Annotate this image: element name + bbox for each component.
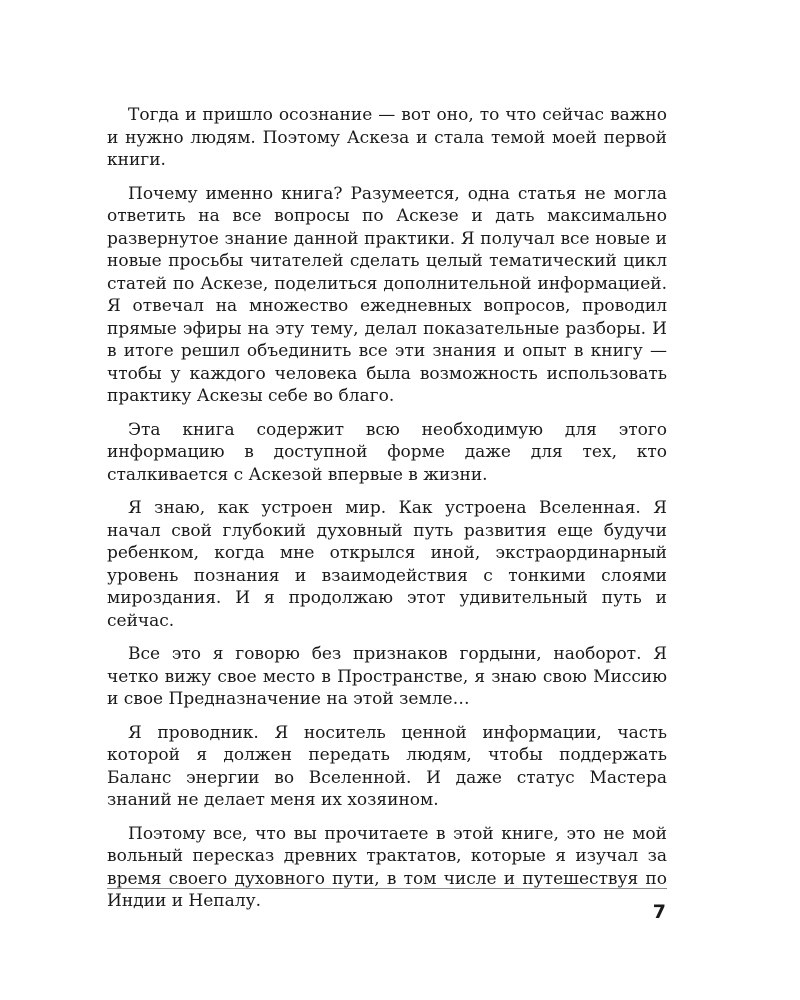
paragraph-7: Поэтому все, что вы прочитаете в этой книге, это не мой вольный пересказ древних трактатов, которые я изучал за время своего духовного пути, в том числе и путешествуя по Индии и Непалу. <box>107 823 667 911</box>
paragraph-1: Тогда и пришло осознание — вот оно, то что сейчас важно и нужно людям. Поэтому Аскеза и стала темой моей первой книги. <box>107 105 667 170</box>
body-text <box>107 104 667 924</box>
paragraph-6: Я проводник. Я носитель ценной информации, часть которой я должен передать людям, чтобы поддержать Баланс энергии во Вселенной. И даже статус Мастера знаний не делает меня их хозяином. <box>107 722 667 810</box>
paragraph-5: Все это я говорю без признаков гордыни, наоборот. Я четко вижу свое место в Пространстве, я знаю свою Миссию и свое Предназначение на этой земле… <box>107 644 667 709</box>
page-number: 7 <box>652 901 666 923</box>
footer-rule <box>107 888 667 889</box>
paragraph-4: Я знаю, как устроен мир. Как устроена Вселенная. Я начал свой глубокий духовный путь развития еще будучи ребенком, когда мне открылся иной, экстраординарный уровень познания и взаимодействия с тонкими слоями мироздания. И я продолжаю этот удивительный путь и сейчас. <box>107 498 667 631</box>
paragraph-2: Почему именно книга? Разумеется, одна статья не могла ответить на все вопросы по Аскезе и дать максимально развернутое знание данной практики. Я получал все новые и новые просьбы читателей сделать целый тематический цикл статей по Аскезе, поделиться дополнительной информацией. Я отвечал на множество ежедневных вопросов, проводил прямые эфиры на эту тему, делал показательные разборы. И в итоге решил объединить все эти знания и опыт в книгу — чтобы у каждого человека была возможность использовать практику Аскезы себе во благо. <box>107 183 667 406</box>
paragraph-3: Эта книга содержит всю необходимую для этого информацию в доступной форме даже для тех, кто сталкивается с Аскезой впервые в жизни. <box>107 419 667 485</box>
